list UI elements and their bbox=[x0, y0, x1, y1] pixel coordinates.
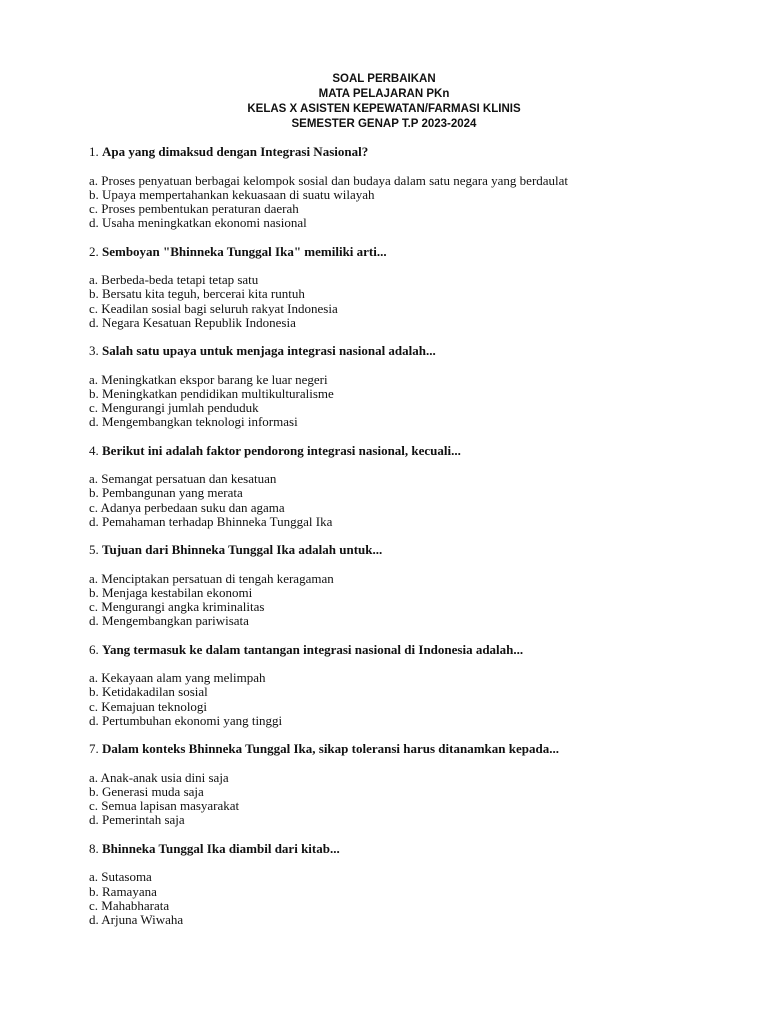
option-d: d. Arjuna Wiwaha bbox=[89, 911, 184, 927]
option-d: d. Pemerintah saja bbox=[89, 812, 185, 828]
question-line bbox=[89, 742, 729, 756]
option-d: d. Pertumbuhan ekonomi yang tinggi bbox=[89, 712, 283, 728]
question-3 bbox=[89, 344, 729, 430]
question-7 bbox=[89, 742, 729, 828]
question-number: 7. bbox=[89, 741, 99, 757]
option-a: a. Menciptakan persatuan di tengah keragaman bbox=[89, 570, 334, 586]
question-text: Salah satu upaya untuk menjaga integrasi nasional adalah... bbox=[102, 343, 436, 359]
question-4 bbox=[89, 444, 729, 530]
option-a: a. Proses penyatuan berbagai kelompok sosial dan budaya dalam satu negara yang berdaulat bbox=[89, 172, 569, 188]
option-d: d. Mengembangkan teknologi informasi bbox=[89, 414, 298, 430]
question-text: Semboyan "Bhinneka Tunggal Ika" memiliki arti... bbox=[102, 243, 387, 259]
question-number: 8. bbox=[89, 840, 99, 856]
option-a: a. Anak-anak usia dini saja bbox=[89, 769, 229, 785]
question-8 bbox=[89, 842, 729, 928]
question-text: Dalam konteks Bhinneka Tunggal Ika, sikap toleransi harus ditanamkan kepada... bbox=[102, 741, 559, 757]
option-a: a. Kekayaan alam yang melimpah bbox=[89, 670, 266, 686]
option-b: b. Upaya mempertahankan kekuasaan di suatu wilayah bbox=[89, 186, 375, 202]
header-class: KELAS X ASISTEN KEPEWATAN/FARMASI KLINIS bbox=[247, 103, 521, 115]
question-number: 2. bbox=[89, 243, 99, 259]
header-title: SOAL PERBAIKAN bbox=[332, 73, 436, 85]
question-text: Berikut ini adalah faktor pendorong integrasi nasional, kecuali... bbox=[102, 442, 461, 458]
header-subject: MATA PELAJARAN PKn bbox=[318, 88, 450, 100]
option-d: d. Mengembangkan pariwisata bbox=[89, 613, 249, 629]
option-b: b. Pembangunan yang merata bbox=[89, 485, 243, 501]
question-5 bbox=[89, 543, 729, 629]
option-b: b. Meningkatkan pendidikan multikulturalisme bbox=[89, 385, 334, 401]
option-b: b. Bersatu kita teguh, bercerai kita runtuh bbox=[89, 286, 305, 302]
option-a: a. Semangat persatuan dan kesatuan bbox=[89, 471, 277, 487]
option-c: c. Mengurangi angka kriminalitas bbox=[89, 599, 265, 615]
option-b: b. Menjaga kestabilan ekonomi bbox=[89, 584, 253, 600]
option-c: c. Semua lapisan masyarakat bbox=[89, 798, 240, 814]
question-line bbox=[89, 643, 729, 657]
option-a: a. Berbeda-beda tetapi tetap satu bbox=[89, 272, 259, 288]
question-text: Yang termasuk ke dalam tantangan integrasi nasional di Indonesia adalah... bbox=[102, 641, 524, 657]
option-a: a. Sutasoma bbox=[89, 869, 152, 885]
option-c: c. Proses pembentukan peraturan daerah bbox=[89, 201, 299, 217]
option-c: c. Adanya perbedaan suku dan agama bbox=[89, 499, 285, 515]
question-number: 4. bbox=[89, 442, 99, 458]
question-line bbox=[89, 543, 729, 557]
option-a: a. Meningkatkan ekspor barang ke luar negeri bbox=[89, 371, 328, 387]
option-c: c. Kemajuan teknologi bbox=[89, 698, 208, 714]
header-semester: SEMESTER GENAP T.P 2023-2024 bbox=[291, 118, 477, 130]
question-number: 3. bbox=[89, 343, 99, 359]
option-c: c. Mahabharata bbox=[89, 897, 170, 913]
question-text: Tujuan dari Bhinneka Tunggal Ika adalah untuk... bbox=[102, 542, 383, 558]
document-header bbox=[0, 72, 768, 132]
question-1 bbox=[89, 145, 729, 231]
question-number: 1. bbox=[89, 144, 99, 159]
question-list bbox=[89, 145, 729, 941]
question-number: 5. bbox=[89, 542, 99, 558]
option-d: d. Negara Kesatuan Republik Indonesia bbox=[89, 314, 296, 330]
option-b: b. Ramayana bbox=[89, 883, 157, 899]
question-line bbox=[89, 444, 729, 458]
question-line bbox=[89, 145, 729, 159]
question-line bbox=[89, 842, 729, 856]
option-d: d. Pemahaman terhadap Bhinneka Tunggal Ika bbox=[89, 513, 333, 529]
question-6 bbox=[89, 643, 729, 729]
question-text: Bhinneka Tunggal Ika diambil dari kitab... bbox=[102, 840, 340, 856]
question-text: Apa yang dimaksud dengan Integrasi Nasional? bbox=[102, 144, 369, 159]
option-b: b. Ketidakadilan sosial bbox=[89, 684, 208, 700]
question-line bbox=[89, 245, 729, 259]
question-line bbox=[89, 344, 729, 358]
question-2 bbox=[89, 245, 729, 331]
option-c: c. Mengurangi jumlah penduduk bbox=[89, 400, 259, 416]
option-b: b. Generasi muda saja bbox=[89, 784, 204, 799]
option-d: d. Usaha meningkatkan ekonomi nasional bbox=[89, 215, 307, 231]
option-c: c. Keadilan sosial bagi seluruh rakyat Indonesia bbox=[89, 300, 338, 316]
question-number: 6. bbox=[89, 641, 99, 657]
